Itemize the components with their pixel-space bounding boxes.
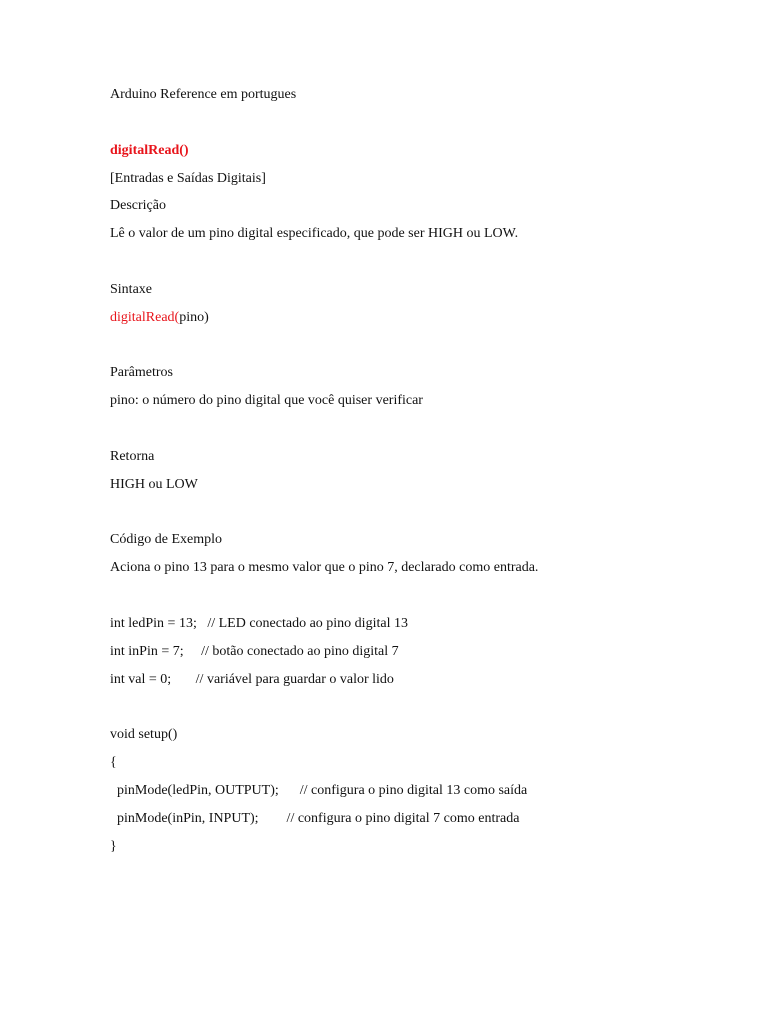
syntax-heading: Sintaxe <box>110 282 152 297</box>
code-line: { <box>110 755 117 770</box>
code-line: int ledPin = 13; // LED conectado ao pino digital 13 <box>110 616 408 631</box>
code-line: pinMode(inPin, INPUT); // configura o pino digital 7 como entrada <box>110 811 520 826</box>
syntax-function: digitalRead( <box>110 310 180 325</box>
params-heading: Parâmetros <box>110 365 173 380</box>
description-heading: Descrição <box>110 198 166 213</box>
syntax-line <box>110 309 209 327</box>
code-line: void setup() <box>110 727 178 742</box>
document-title: Arduino Reference em portugues <box>110 87 297 102</box>
example-text: Aciona o pino 13 para o mesmo valor que o pino 7, declarado como entrada. <box>110 560 539 575</box>
category-label: [Entradas e Saídas Digitais] <box>110 171 266 186</box>
code-line: int inPin = 7; // botão conectado ao pino digital 7 <box>110 644 399 659</box>
example-heading: Código de Exemplo <box>110 532 222 547</box>
syntax-args: pino) <box>179 310 209 325</box>
code-line: pinMode(ledPin, OUTPUT); // configura o pino digital 13 como saída <box>110 783 528 798</box>
returns-heading: Retorna <box>110 449 155 464</box>
function-name-heading: digitalRead() <box>110 143 189 158</box>
params-text: pino: o número do pino digital que você quiser verificar <box>110 393 423 408</box>
description-text: Lê o valor de um pino digital especificado, que pode ser HIGH ou LOW. <box>110 226 519 241</box>
code-line: int val = 0; // variável para guardar o valor lido <box>110 672 394 687</box>
code-line: } <box>110 839 117 854</box>
returns-text: HIGH ou LOW <box>110 477 198 492</box>
